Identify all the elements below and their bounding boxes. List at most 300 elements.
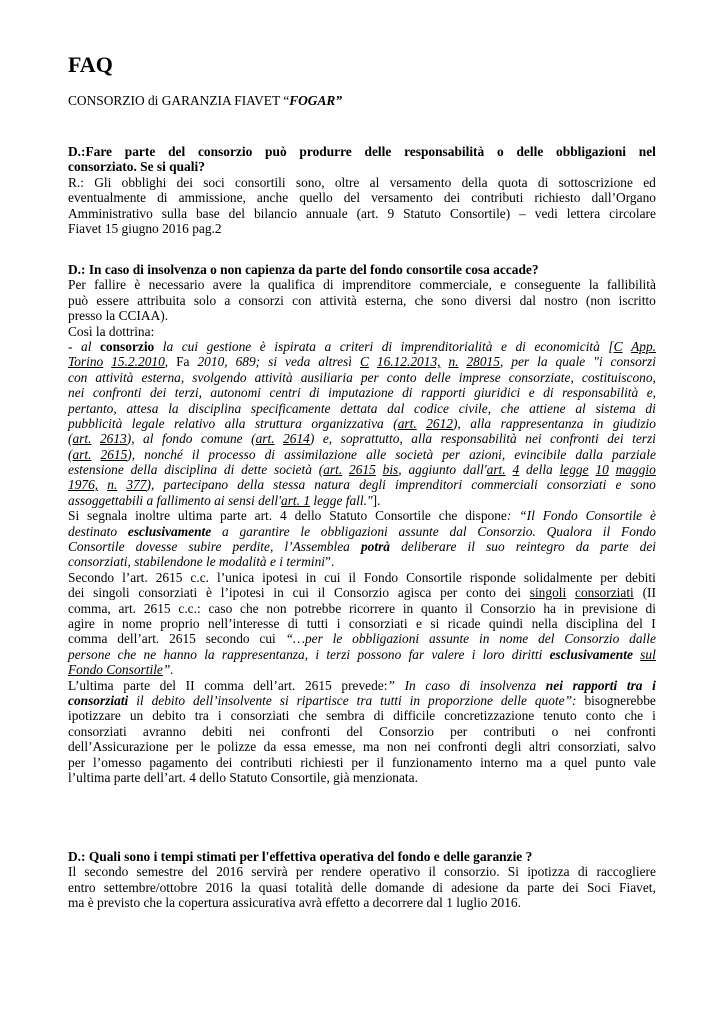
word: funzionamento — [391, 754, 473, 770]
text-run: ”. — [162, 662, 174, 678]
word: attività — [254, 369, 293, 385]
word: 2613), — [99, 431, 135, 447]
word: disciplina — [566, 615, 619, 631]
word: e, — [646, 385, 656, 401]
word: c.c. — [190, 569, 210, 585]
word: servirà — [251, 864, 288, 880]
word: fondo — [161, 431, 193, 447]
word: domande — [375, 879, 425, 895]
word: la — [250, 277, 260, 293]
word: della — [461, 174, 488, 190]
word: parte — [123, 677, 151, 693]
word: estensione — [68, 462, 124, 478]
word: consorzio. — [444, 864, 500, 880]
word: di — [537, 174, 549, 190]
word: loro — [482, 646, 505, 662]
word: c.c.: — [178, 600, 201, 616]
word: commerciale, — [419, 277, 492, 293]
word: bilancio — [253, 205, 298, 221]
word: il — [191, 446, 200, 462]
word: società — [395, 446, 434, 462]
word: a — [224, 292, 231, 308]
word: del — [159, 677, 177, 693]
word: (art. — [393, 415, 417, 431]
word: “…per — [285, 631, 323, 647]
word: stessa — [273, 477, 306, 493]
word: (art. — [68, 431, 92, 447]
word: comune — [200, 431, 243, 447]
word: la — [537, 354, 548, 370]
text-line — [68, 324, 656, 339]
word: D.:Fare — [68, 144, 112, 159]
word: per — [295, 864, 314, 880]
word: ipotesi — [262, 569, 298, 585]
word: il — [317, 585, 326, 601]
word: al — [143, 431, 154, 447]
word: – — [519, 205, 526, 221]
word: centri — [269, 385, 301, 401]
word: che — [438, 508, 458, 524]
word: codice — [414, 400, 449, 416]
word: specificamente — [250, 400, 331, 416]
word: diversi — [474, 292, 512, 308]
word: di — [645, 600, 656, 616]
word: commerciali — [471, 477, 538, 493]
subtitle-run: FOGAR” — [289, 93, 343, 108]
text-line — [68, 631, 656, 646]
word: del — [343, 190, 361, 206]
word: Consorzio — [334, 585, 390, 601]
word: che — [117, 646, 137, 662]
word: esclusivamente — [549, 646, 633, 662]
word: difficile — [393, 708, 436, 724]
word: bis, — [382, 462, 402, 478]
word: Consorzio — [480, 600, 536, 616]
word: Si — [507, 864, 519, 880]
text-run: assoggettabili a fallimento ai sensi dell' — [68, 492, 282, 508]
word: consorziati — [546, 477, 607, 493]
text-run: ma è previsto che la copertura assicurativa avrà effetto a decorrere dal 1 luglio 2016. — [68, 895, 521, 911]
word: l’omesso — [93, 754, 142, 770]
word: nonché — [144, 446, 183, 462]
text-line — [68, 524, 656, 539]
word: di — [645, 400, 656, 416]
word: dei — [562, 879, 579, 895]
word: delle — [364, 144, 392, 159]
word: Consortile — [375, 508, 431, 524]
word: dal — [519, 292, 536, 308]
word: vale — [633, 754, 656, 770]
word: imprenditorialità — [400, 338, 493, 354]
word: tra — [626, 677, 643, 693]
word: confronti — [606, 723, 656, 739]
word: Consortile — [68, 539, 125, 555]
word: e — [615, 477, 622, 493]
word: 2614) — [283, 431, 315, 447]
word: (II — [642, 585, 656, 601]
text-line — [68, 308, 656, 323]
text-run: ]. — [372, 492, 381, 508]
word: svolgendo — [192, 369, 247, 385]
word: imprenditori — [394, 477, 463, 493]
word: i — [652, 677, 656, 693]
word: i — [652, 708, 656, 724]
word: eventualmente — [68, 190, 147, 206]
word: consorziati — [348, 615, 408, 631]
word: ricade — [447, 615, 481, 631]
word: Statuto — [403, 205, 442, 221]
word: ed — [643, 174, 656, 190]
word: In — [404, 677, 416, 693]
word: sulla — [161, 205, 188, 221]
word: Consorzio. — [477, 523, 536, 539]
word: a — [324, 338, 332, 354]
word: destinato — [68, 523, 118, 539]
word: la — [162, 338, 174, 354]
word: responsabilità — [562, 385, 639, 401]
text-line — [68, 370, 656, 385]
text-run: consorziato. Se si quali? — [68, 159, 205, 175]
word: consorziati, — [557, 739, 621, 755]
word: natura — [314, 477, 350, 493]
word: del — [191, 864, 208, 880]
word: il — [428, 864, 436, 880]
word: pagamento — [149, 754, 209, 770]
word: suo — [486, 539, 505, 555]
word: veda — [285, 354, 311, 370]
word: dell’Assicurazione — [68, 739, 169, 755]
text-line — [68, 570, 656, 585]
word: ausiliaria — [300, 369, 353, 385]
word: dalle — [629, 631, 656, 647]
word: azioni, — [469, 446, 506, 462]
text-line — [68, 431, 656, 446]
text-run: art. 1 — [281, 492, 311, 508]
word: i — [315, 646, 320, 662]
word: 4 — [512, 462, 520, 478]
word: di — [402, 385, 413, 401]
word: della — [525, 462, 553, 478]
word: qualifica — [268, 277, 315, 293]
word: ipotizza — [527, 864, 570, 880]
word: alla — [470, 415, 492, 431]
word: da — [575, 539, 590, 555]
faq-section-3 — [68, 849, 656, 911]
word: potrebbe — [294, 600, 342, 616]
word: confronti — [281, 723, 331, 739]
word: legale — [131, 415, 165, 431]
word: e — [500, 338, 507, 354]
word: versamento — [371, 190, 433, 206]
word: 2615 — [349, 462, 376, 478]
word: assimilazione — [284, 446, 357, 462]
word: costituiscono, — [581, 369, 656, 385]
word: tra — [356, 692, 373, 708]
text-run: presso la CCIAA). — [68, 308, 169, 324]
word: 2010, — [197, 354, 228, 370]
word: dall'art. — [462, 462, 506, 478]
word: 2016 — [205, 879, 233, 895]
word: imprenditore — [341, 277, 412, 293]
word: nei — [414, 739, 431, 755]
text-line — [68, 159, 656, 174]
word: per — [360, 369, 379, 385]
word: per — [600, 569, 618, 585]
subtitle-run: CONSORZIO di GARANZIA FIAVET “ — [68, 93, 290, 108]
word: consorzi — [238, 292, 284, 308]
word: annuale — [306, 205, 348, 221]
word: 2615 — [169, 631, 196, 647]
word: quel — [564, 754, 588, 770]
word: in — [563, 600, 575, 616]
word: l’Assemblea — [284, 539, 350, 555]
word: in — [592, 415, 604, 431]
word: dispone: — [465, 508, 512, 524]
word: sistema — [595, 400, 636, 416]
word: dette — [241, 462, 268, 478]
page-title: FAQ — [68, 52, 113, 77]
word: necessario — [148, 277, 205, 293]
word: circolare — [609, 205, 656, 221]
word: consorzi — [610, 354, 656, 370]
text-run: legge fall." — [310, 492, 373, 508]
word: altresì — [318, 354, 352, 370]
word: Fondo — [621, 523, 656, 539]
word: si — [279, 692, 289, 708]
word: sono — [441, 292, 467, 308]
word: i — [336, 615, 341, 631]
text-line — [68, 678, 656, 693]
word: dal — [449, 523, 467, 539]
word: si — [430, 615, 440, 631]
word: cui — [292, 585, 309, 601]
word: non — [386, 739, 407, 755]
word: pubblicità — [68, 415, 123, 431]
text-line — [68, 190, 656, 205]
word: autonomi — [210, 385, 262, 401]
word: Consorzio — [378, 723, 434, 739]
word: punto — [595, 754, 626, 770]
text-run: consorziati, stabilendone le modalità e i termini — [68, 554, 326, 570]
word: richiesto — [534, 190, 581, 206]
word: l’unica — [216, 569, 255, 585]
text-line — [68, 144, 656, 159]
word: processo — [208, 446, 256, 462]
word: Consortile — [406, 569, 462, 585]
word: 9 — [387, 205, 395, 221]
word: civile, — [458, 400, 492, 416]
word: la — [204, 646, 215, 662]
word: può — [265, 144, 287, 159]
word: 2612), — [426, 415, 461, 431]
word: Amministrativo — [68, 205, 153, 221]
word: valere — [431, 646, 465, 662]
word: concretizzazione — [444, 708, 535, 724]
word: può — [68, 292, 89, 308]
word: essa — [283, 739, 307, 755]
word: dell’art. — [253, 677, 296, 693]
word: singoli — [529, 585, 567, 601]
word: e — [416, 615, 422, 631]
word: cui — [181, 338, 199, 354]
word: semestre — [136, 864, 184, 880]
word: rappresentanza — [500, 415, 584, 431]
word: Consorzio — [564, 631, 620, 647]
word: imputazione — [328, 385, 394, 401]
word: interno — [480, 754, 519, 770]
word: responsabilità — [404, 144, 485, 159]
word: consortili — [235, 174, 286, 190]
word: tra — [194, 708, 209, 724]
word: con — [68, 369, 88, 385]
word: fallibilità — [606, 277, 656, 293]
word: proprio — [160, 615, 200, 631]
word: esterna, — [141, 369, 185, 385]
word: operativo — [369, 864, 421, 880]
word: n. — [448, 354, 459, 370]
word: alle — [366, 446, 387, 462]
text-line — [68, 662, 656, 677]
word: aggiunto — [408, 462, 457, 478]
word: 28015, — [466, 354, 504, 370]
word: 2615), — [100, 446, 136, 462]
word: la — [240, 879, 251, 895]
text-line — [68, 206, 656, 221]
word: soprattutto, — [340, 431, 403, 447]
word: R.: — [68, 174, 84, 190]
text-run: Così la dottrina: — [68, 323, 155, 339]
word: solidalmente — [523, 569, 593, 585]
word: alla — [224, 415, 246, 431]
text-line — [68, 539, 656, 554]
word: al — [81, 338, 92, 354]
word: perdite, — [232, 539, 274, 555]
faq-section-1 — [68, 144, 656, 236]
text-line — [68, 354, 656, 369]
word: ricorrere — [348, 600, 396, 616]
word: ipotizzare — [68, 708, 121, 724]
word: caso — [208, 600, 233, 616]
word: adesione — [451, 879, 499, 895]
word: delle — [516, 144, 544, 159]
word: esterna, — [365, 292, 407, 308]
word: parziale — [612, 446, 656, 462]
word: L’ultima — [68, 677, 114, 693]
word: che — [240, 600, 259, 616]
text-line — [68, 447, 656, 462]
word: consorziati — [575, 585, 634, 601]
word: lettera — [566, 205, 601, 221]
text-run: Fondo Consortile — [68, 662, 163, 678]
word: degli — [359, 477, 386, 493]
word: è — [205, 585, 212, 601]
word: quale — [555, 354, 586, 370]
word: consorziate, — [508, 369, 574, 385]
word: un — [129, 708, 144, 724]
word: settembre/ottobre — [103, 879, 198, 895]
word: evincibile — [514, 446, 567, 462]
faq-section-2 — [68, 262, 656, 785]
word: parte — [220, 508, 247, 524]
word: parte — [124, 144, 156, 159]
word: comma — [204, 677, 244, 693]
word: del — [228, 205, 246, 221]
word: ultima — [177, 508, 213, 524]
word: pertanto, — [68, 400, 117, 416]
word: in — [478, 631, 490, 647]
word: solo — [193, 292, 217, 308]
word: con — [292, 292, 312, 308]
word: Qualora — [546, 523, 593, 539]
word: in — [103, 615, 114, 631]
word: il — [348, 569, 356, 585]
word: l’art. — [122, 569, 148, 585]
word: dei — [443, 190, 461, 206]
word: è — [134, 277, 141, 293]
word: struttura — [254, 415, 302, 431]
text-line — [68, 849, 656, 864]
text-run: D.: In caso di insolvenza o non capienza da parte del fondo consortile cosa accade? — [68, 262, 539, 277]
word: 10 — [595, 462, 609, 478]
text-line — [68, 277, 656, 292]
word: il — [376, 754, 384, 770]
word: ha — [543, 600, 556, 616]
word: attività — [95, 369, 134, 385]
word: 689; — [235, 354, 261, 370]
word: l’ipotesi — [220, 585, 265, 601]
word: 15.2.2010, — [111, 354, 169, 370]
word: da — [263, 739, 277, 755]
word: proporzione — [428, 692, 493, 708]
word: nei — [545, 677, 563, 693]
text-line — [68, 601, 656, 616]
text-run: D.: Quali sono i tempi stimati per l'effettiva operativa del fondo e delle garanzie ? — [68, 849, 533, 864]
word: cui — [324, 569, 341, 585]
word: in — [402, 600, 414, 616]
word: “Il — [519, 508, 535, 524]
word: che — [298, 708, 317, 724]
word: Fiavet, — [619, 879, 656, 895]
text-line — [68, 739, 656, 754]
word: Fondo — [363, 569, 399, 585]
word: relativo — [174, 415, 216, 431]
word: di — [264, 446, 276, 462]
word: del — [538, 631, 555, 647]
word: raccogliere — [596, 864, 656, 880]
word: hanno — [163, 646, 197, 662]
word: consorziati — [68, 723, 127, 739]
word: 2615 — [304, 677, 332, 693]
word: confronti — [550, 431, 599, 447]
word: ma — [526, 754, 543, 770]
word: le — [300, 523, 311, 539]
word: prevede:” — [341, 677, 395, 693]
word: consorziati — [230, 708, 290, 724]
word: produrre — [299, 144, 352, 159]
word: da — [506, 879, 519, 895]
word: il — [465, 600, 473, 616]
text-line — [68, 647, 656, 662]
text-line — [68, 895, 656, 910]
text-line — [68, 708, 656, 723]
word: sono, — [295, 174, 325, 190]
word: le — [332, 631, 343, 647]
word: n. — [107, 477, 118, 493]
word: o — [497, 144, 504, 159]
word: (art. — [356, 205, 379, 221]
word: quindi — [488, 615, 524, 631]
word: al — [575, 400, 586, 416]
